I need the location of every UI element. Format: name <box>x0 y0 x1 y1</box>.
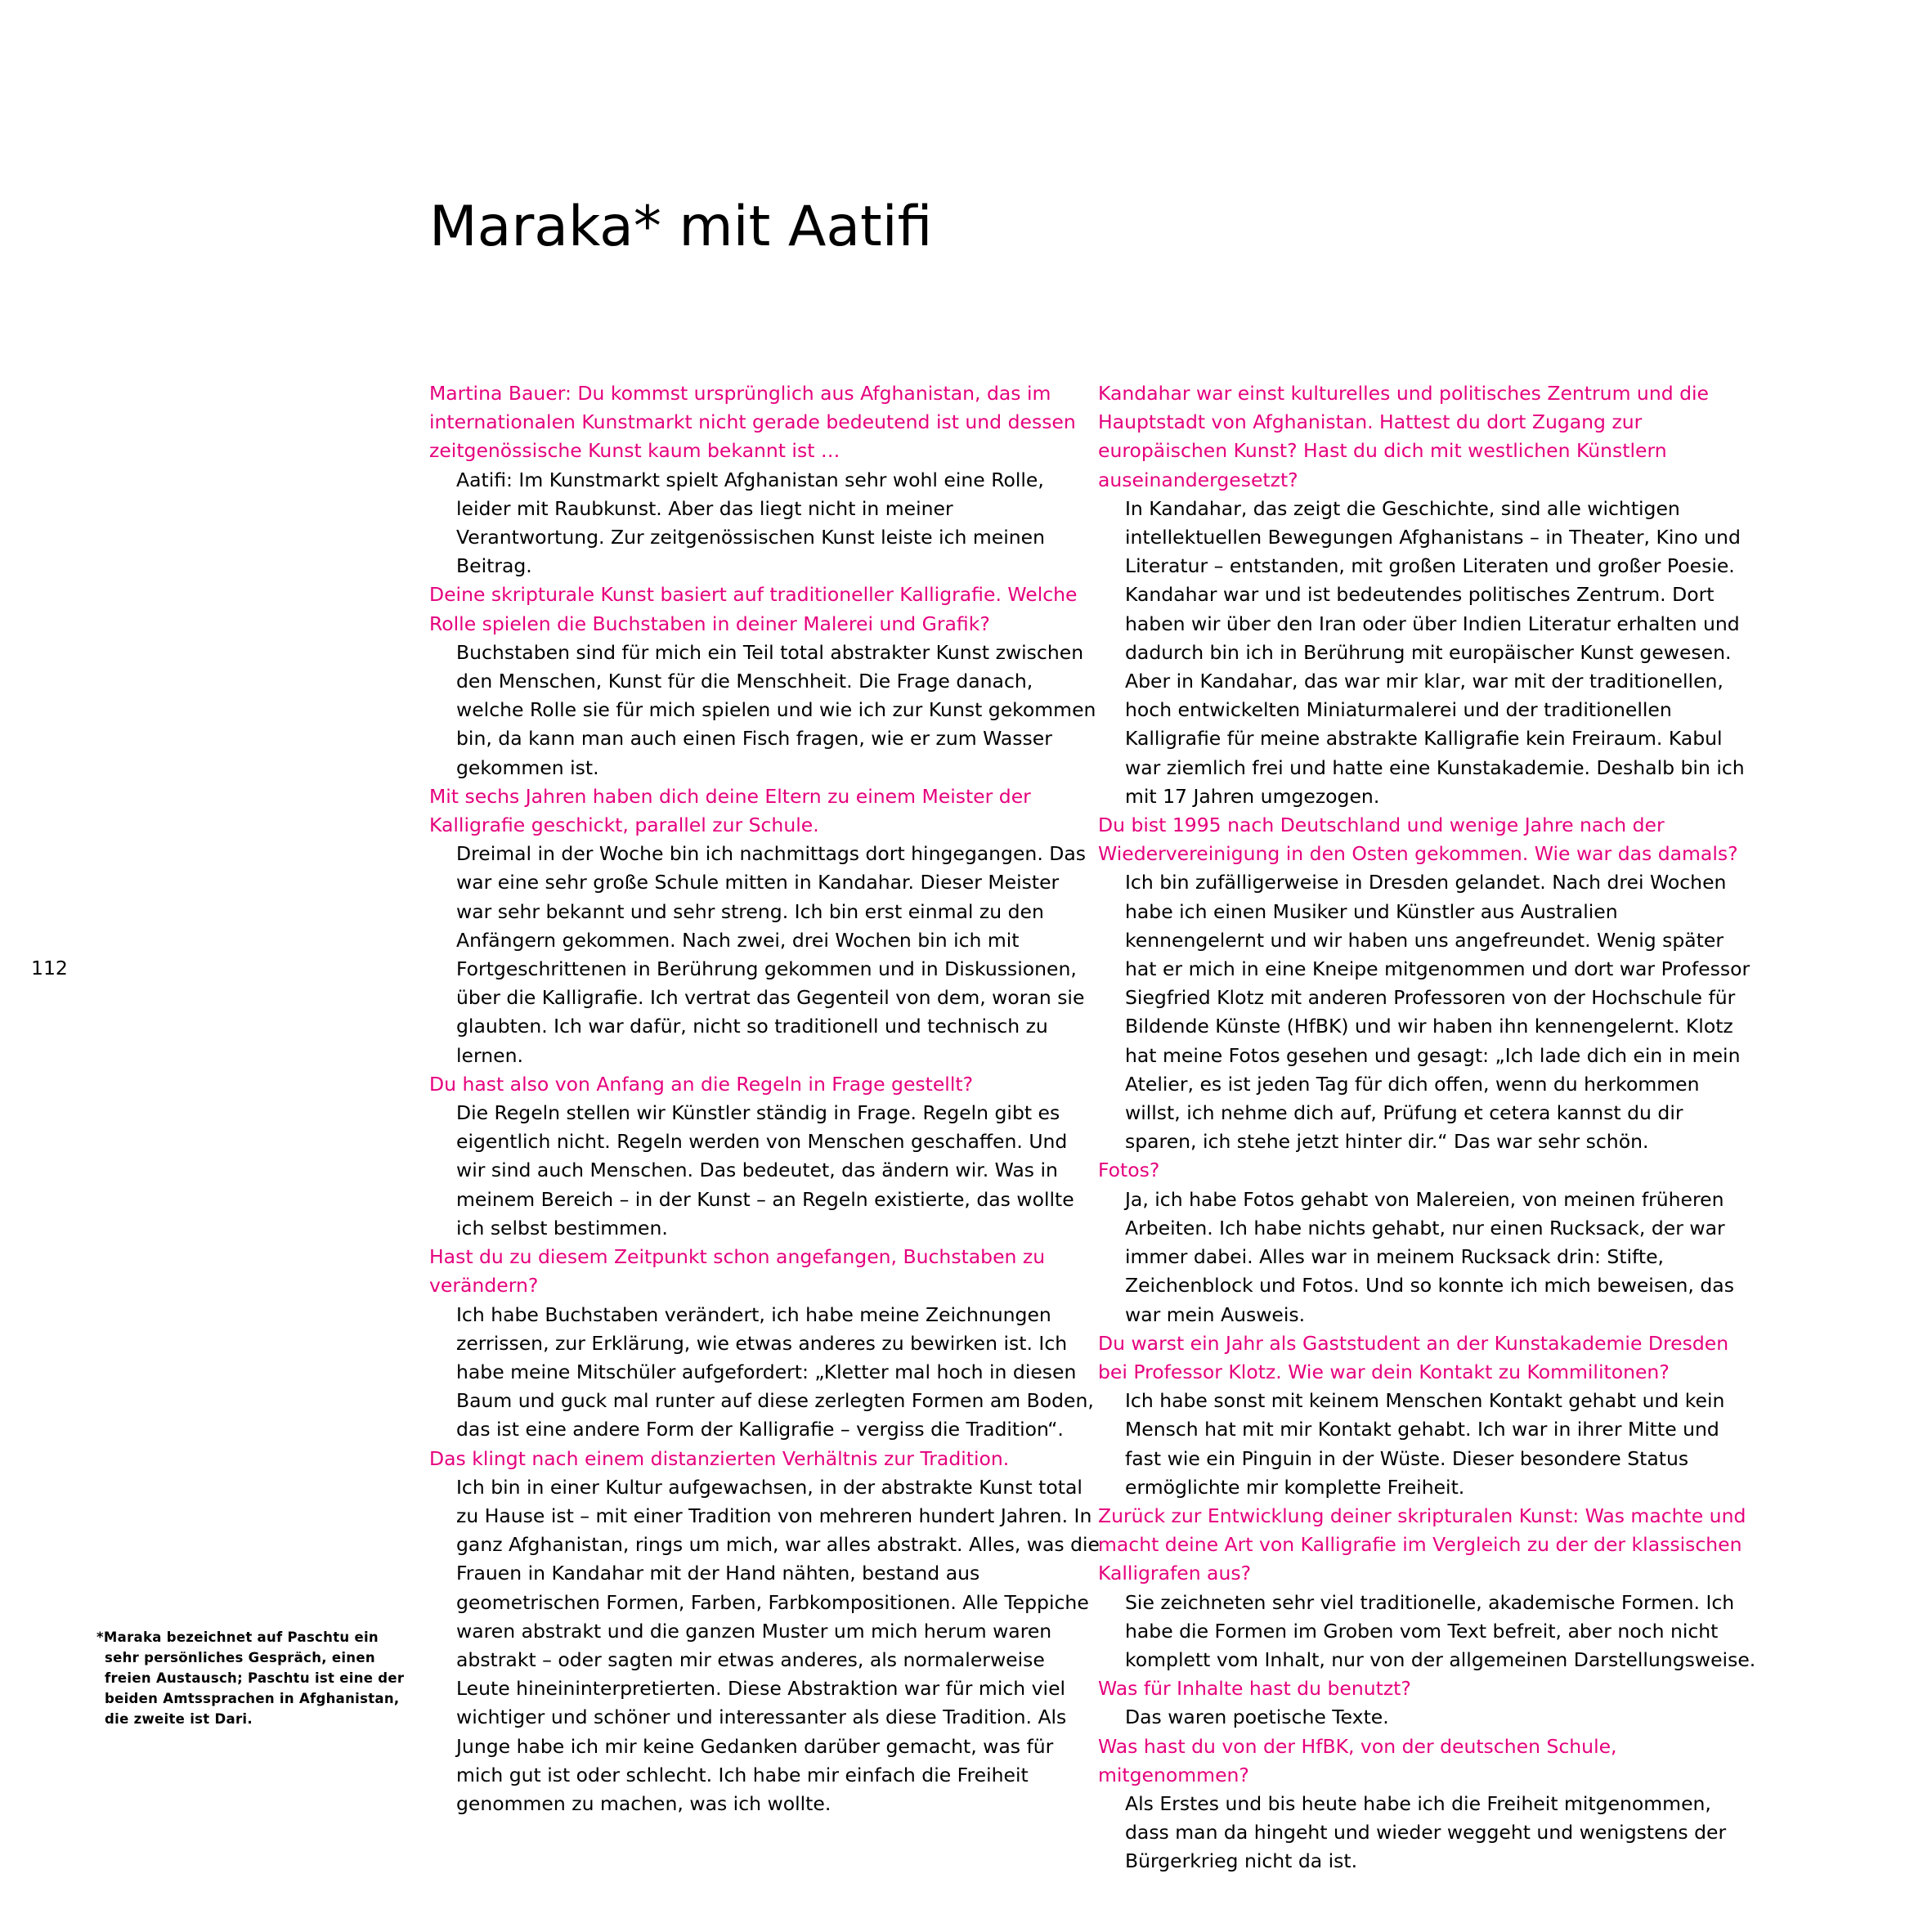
question-paragraph: Was für Inhalte hast du benutzt? <box>1098 1677 1411 1701</box>
page-title: Maraka* mit Aatifi <box>429 195 933 259</box>
question-paragraph: Martina Bauer: Du kommst ursprünglich aus Afghanistan, das im internationalen Kunstmarkt nicht gerade bedeutend ist und dessen zeitgenössische Kunst kaum bekannt ist … <box>429 382 1076 463</box>
answer-paragraph: Ja, ich habe Fotos gehabt von Malereien, von meinen früheren Arbeiten. Ich habe nichts gehabt, nur einen Rucksack, der war immer dabei. Alles war in meinem Rucksack drin: Stifte, Zeichenblock und Fotos. Und so konnte ich mich beweisen, das war mein Ausweis. <box>1125 1187 1734 1326</box>
question-paragraph: Zurück zur Entwicklung deiner skripturalen Kunst: Was machte und macht deine Art von Kalligrafie im Vergleich zu der der klassischen Kalligrafen aus? <box>1098 1504 1746 1585</box>
page-number: 112 <box>31 957 68 979</box>
question-paragraph: Das klingt nach einem distanzierten Verhältnis zur Tradition. <box>429 1446 1010 1470</box>
answer-paragraph: Die Regeln stellen wir Künstler ständig in Frage. Regeln gibt es eigentlich nicht. Regeln werden von Menschen geschaffen. Und wir sind auch Menschen. Das bedeutet, das ändern wir. Was in meinem Bereich – in der Kunst – an Regeln existierte, das wollte ich selbst bestimmen. <box>456 1101 1074 1239</box>
interview-column-left <box>429 379 1100 1818</box>
question-paragraph: Du hast also von Anfang an die Regeln in Frage gestellt? <box>429 1072 974 1096</box>
question-paragraph: Fotos? <box>1098 1159 1160 1182</box>
answer-paragraph: Ich bin in einer Kultur aufgewachsen, in der abstrakte Kunst total zu Hause ist – mit einer Tradition von mehreren hundert Jahren. In ganz Afghanistan, rings um mich, war alles abstrakt. Alles, was die Frauen in Kandahar mit der Hand nähten, bestand aus geometrischen Formen, Farben, Farbkompositionen. Alle Teppiche waren abstrakt und die ganzen Muster um mich herum waren abstrakt – oder sagten mir etwas anderes, als normalerweise Leute hineininterpretierten. Diese Abstraktion war für mich viel wichtiger und schöner und interessanter als diese Tradition. Als Junge habe ich mir keine Gedanken darüber gemacht, was für mich gut ist oder schlecht. Ich habe mir einfach die Freiheit genommen zu machen, was ich wollte. <box>456 1475 1100 1815</box>
answer-paragraph: Ich habe Buchstaben verändert, ich habe meine Zeichnungen zerrissen, zur Erklärung, wie etwas anderes zu bewirken ist. Ich habe meine Mitschüler aufgefordert: „Kletter mal hoch in diesen Baum und guck mal runter auf diese zerlegten Formen am Boden, das ist eine andere Form der Kalligrafie – vergiss die Tradition“. <box>456 1302 1094 1441</box>
question-paragraph: Du bist 1995 nach Deutschland und wenige Jahre nach der Wiedervereinigung in den Osten gekommen. Wie war das damals? <box>1098 814 1738 866</box>
footnote <box>96 1627 407 1729</box>
question-paragraph: Deine skripturale Kunst basiert auf traditioneller Kalligrafie. Welche Rolle spielen die Buchstaben in deiner Malerei und Grafik? <box>429 583 1078 635</box>
answer-paragraph: Ich bin zufälligerweise in Dresden gelandet. Nach drei Wochen habe ich einen Musiker und Künstler aus Australien kennengelernt und wir haben uns angefreundet. Wenig später hat er mich in eine Kneipe mitgenommen und dort war Professor Siegfried Klotz mit anderen Professoren von der Hochschule für Bildende Künste (HfBK) und wir haben ihn kennengelernt. Klotz hat meine Fotos gesehen und gesagt: „Ich lade dich ein in mein Atelier, es ist jeden Tag für dich offen, wenn du herkommen willst, ich nehme dich auf, Prüfung et cetera kannst du dir sparen, ich stehe jetzt hinter dir.“ Das war sehr schön. <box>1125 871 1750 1154</box>
question-paragraph: Kandahar war einst kulturelles und politisches Zentrum und die Hauptstadt von Afghanistan. Hattest du dort Zugang zur europäischen Kunst? Hast du dich mit westlichen Künstlern auseinandergesetzt? <box>1098 382 1710 491</box>
answer-paragraph: Als Erstes und bis heute habe ich die Freiheit mitgenommen, dass man da hingeht und wieder weggeht und wenigstens der Bürgerkrieg nicht da ist. <box>1125 1791 1727 1873</box>
question-paragraph: Mit sechs Jahren haben dich deine Eltern zu einem Meister der Kalligrafie geschickt, parallel zur Schule. <box>429 784 1031 837</box>
interview-column-right <box>1098 379 1760 1876</box>
footnote-text: *Maraka bezeichnet auf Paschtu ein sehr persönliches Gespräch, einen freien Austausch; Paschtu ist eine der beiden Amtssprachen in Afghanistan, die zweite ist Dari. <box>96 1629 405 1727</box>
question-paragraph: Hast du zu diesem Zeitpunkt schon angefangen, Buchstaben zu verändern? <box>429 1245 1046 1298</box>
answer-paragraph: In Kandahar, das zeigt die Geschichte, sind alle wichtigen intellektuellen Bewegungen Afghanistans – in Theater, Kino und Literatur – entstanden, mit großen Literaten und großer Poesie. Kandahar war und ist bedeutendes politisches Zentrum. Dort haben wir über den Iran oder über Indien Literatur erhalten und dadurch bin ich in Berührung mit europäischer Kunst gewesen. Aber in Kandahar, das war mir klar, war mit der traditionellen, hoch entwickelten Miniaturmalerei und der traditionellen Kalligrafie für meine abstrakte Kalligrafie kein Freiraum. Kabul war ziemlich frei und hatte eine Kunstakademie. Deshalb bin ich mit 17 Jahren umgezogen. <box>1125 496 1745 808</box>
answer-paragraph: Ich habe sonst mit keinem Menschen Kontakt gehabt und kein Mensch hat mit mir Kontakt gehabt. Ich war in ihrer Mitte und fast wie ein Pinguin in der Wüste. Dieser besondere Status ermöglichte mir komplette Freiheit. <box>1125 1389 1725 1499</box>
answer-paragraph: Dreimal in der Woche bin ich nachmittags dort hingegangen. Das war eine sehr große Schule mitten in Kandahar. Dieser Meister war sehr bekannt und sehr streng. Ich bin erst einmal zu den Anfängern gekommen. Nach zwei, drei Wochen bin ich mit Fortgeschrittenen in Berührung gekommen und in Diskussionen, über die Kalligrafie. Ich vertrat das Gegenteil von dem, woran sie glaubten. Ich war dafür, nicht so traditionell und technisch zu lernen. <box>456 842 1087 1067</box>
answer-paragraph: Das waren poetische Texte. <box>1125 1706 1389 1729</box>
answer-paragraph: Aatifi: Im Kunstmarkt spielt Afghanistan sehr wohl eine Rolle, leider mit Raubkunst. Aber das liegt nicht in meiner Verantwortung. Zur zeitgenössischen Kunst leiste ich meinen Beitrag. <box>456 468 1045 578</box>
question-paragraph: Was hast du von der HfBK, von der deutschen Schule, mitgenommen? <box>1098 1734 1617 1786</box>
answer-paragraph: Sie zeichneten sehr viel traditionelle, akademische Formen. Ich habe die Formen im Groben vom Text befreit, aber noch nicht komplett vom Inhalt, nur von der allgemeinen Darstellungsweise. <box>1125 1590 1756 1671</box>
question-paragraph: Du warst ein Jahr als Gaststudent an der Kunstakademie Dresden bei Professor Klotz. Wie war dein Kontakt zu Kommilitonen? <box>1098 1331 1729 1383</box>
answer-paragraph: Buchstaben sind für mich ein Teil total abstrakter Kunst zwischen den Menschen, Kunst für die Menschheit. Die Frage danach, welche Rolle sie für mich spielen und wie ich zur Kunst gekommen bin, da kann man auch einen Fisch fragen, wie er zum Wasser gekommen ist. <box>456 640 1096 779</box>
